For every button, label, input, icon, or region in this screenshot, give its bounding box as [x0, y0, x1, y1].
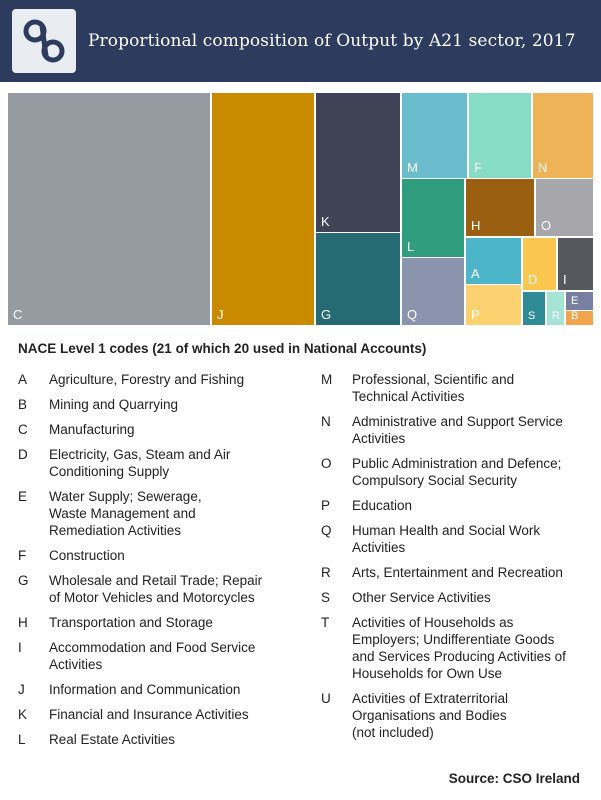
legend-description: Human Health and Social Work Activities: [352, 523, 541, 555]
legend-description: Manufacturing: [49, 422, 135, 437]
legend-item-b: [18, 396, 308, 413]
legend-code: L: [18, 732, 26, 747]
legend-item-j: [18, 681, 308, 698]
legend-description: Transportation and Storage: [49, 615, 213, 630]
treemap-label-m: M: [407, 160, 418, 175]
legend-item-n: [321, 413, 596, 447]
legend-code: S: [321, 590, 331, 605]
treemap-cell-a: [466, 238, 521, 284]
legend-description: Mining and Quarrying: [49, 397, 179, 412]
legend-code: D: [18, 447, 28, 462]
legend-code: E: [18, 489, 28, 504]
legend-column-right: [321, 371, 596, 749]
treemap-label-h: H: [471, 218, 481, 233]
legend-code: H: [18, 615, 28, 630]
treemap-cell-c: [8, 93, 210, 325]
legend-code: K: [18, 707, 28, 722]
legend-description: Water Supply; Sewerage, Waste Management and Remediation Activities: [49, 489, 202, 538]
legend-item-c: [18, 421, 308, 438]
legend-description: Activities of Extraterritorial Organisations and Bodies (not included): [352, 691, 509, 740]
legend-description: Financial and Insurance Activities: [49, 707, 249, 722]
legend-item-a: [18, 371, 308, 388]
treemap-label-g: G: [321, 307, 332, 322]
legend-item-d: [18, 446, 308, 480]
treemap-cell-g: [316, 233, 400, 325]
legend-item-s: [321, 589, 596, 606]
legend-column-left: [18, 371, 308, 756]
treemap-label-c: C: [13, 307, 23, 322]
treemap-label-f: F: [474, 160, 482, 175]
legend-item-p: [321, 497, 596, 514]
treemap-cell-f: [469, 93, 531, 178]
legend-code: C: [18, 422, 28, 437]
legend-item-o: [321, 455, 596, 489]
legend-item-h: [18, 614, 308, 631]
treemap-label-s: S: [528, 310, 536, 322]
legend-description: Information and Communication: [49, 682, 241, 697]
legend-title: NACE Level 1 codes (21 of which 20 used in National Accounts): [18, 341, 427, 356]
treemap-label-o: O: [541, 218, 552, 233]
legend-description: Electricity, Gas, Steam and Air Conditioning Supply: [49, 447, 231, 479]
treemap-cell-s: [523, 292, 545, 325]
treemap-label-q: Q: [407, 307, 418, 322]
header-banner: [0, 0, 601, 82]
treemap-label-e: E: [571, 295, 579, 307]
treemap-rect-k: [316, 93, 400, 232]
treemap-chart: [0, 88, 601, 328]
legend-description: Public Administration and Defence; Compulsory Social Security: [352, 456, 562, 488]
legend-code: Q: [321, 523, 332, 538]
treemap-cell-d: [523, 238, 556, 290]
treemap-label-r: R: [552, 310, 560, 322]
legend-code: B: [18, 397, 28, 412]
legend-description: Construction: [49, 548, 125, 563]
legend-code: T: [321, 615, 330, 630]
treemap-cell-l: [402, 179, 464, 257]
treemap-cell-m: [402, 93, 467, 178]
legend-item-e: [18, 488, 308, 539]
legend-description: Wholesale and Retail Trade; Repair of Motor Vehicles and Motorcycles: [49, 573, 263, 605]
legend-description: Professional, Scientific and Technical Activities: [352, 372, 515, 404]
legend-item-k: [18, 706, 308, 723]
legend-description: Activities of Households as Employers; Undifferentiate Goods and Services Producing Activities of Households for Own Use: [352, 615, 566, 681]
legend-code: N: [321, 414, 331, 429]
treemap-cell-o: [536, 179, 593, 236]
treemap-label-p: P: [471, 307, 480, 322]
legend-item-r: [321, 564, 596, 581]
legend-code: A: [18, 372, 28, 387]
legend-item-q: [321, 522, 596, 556]
legend-item-l: [18, 731, 308, 748]
legend-code: R: [321, 565, 331, 580]
treemap-cell-h: [466, 179, 534, 236]
legend-code: P: [321, 498, 331, 513]
legend-code: O: [321, 456, 332, 471]
legend-item-u: [321, 690, 596, 741]
legend-item-g: [18, 572, 308, 606]
treemap-cell-p: [466, 285, 521, 325]
treemap-cell-e: [566, 292, 593, 310]
treemap-cell-b: [566, 310, 593, 325]
legend-code: U: [321, 691, 331, 706]
treemap-cell-r: [547, 292, 564, 325]
treemap-cell-n: [533, 93, 593, 178]
legend-description: Accommodation and Food Service Activities: [49, 640, 256, 672]
treemap-label-i: I: [563, 272, 567, 287]
legend-code: G: [18, 573, 29, 588]
legend-description: Other Service Activities: [352, 590, 491, 605]
treemap-label-j: J: [217, 307, 224, 322]
treemap-label-d: D: [528, 272, 538, 287]
legend-item-i: [18, 639, 308, 673]
treemap-cell-q: [402, 258, 464, 325]
legend-item-f: [18, 547, 308, 564]
legend-description: Agriculture, Forestry and Fishing: [49, 372, 245, 387]
treemap-label-l: L: [407, 239, 415, 254]
legend-item-m: [321, 371, 596, 405]
legend-code: F: [18, 548, 27, 563]
chart-title: Proportional composition of Output by A21 sector, 2017: [88, 31, 576, 51]
legend-description: Education: [352, 498, 413, 513]
treemap-rect-j: [212, 93, 314, 325]
legend-description: Arts, Entertainment and Recreation: [352, 565, 563, 580]
treemap-label-b: B: [571, 310, 579, 322]
legend-item-t: [321, 614, 596, 682]
legend-code: J: [18, 682, 25, 697]
cso-logo-icon: [12, 9, 76, 73]
treemap-label-a: A: [471, 266, 480, 281]
treemap-label-k: K: [321, 214, 330, 229]
treemap-cell-i: [558, 238, 593, 290]
legend-description: Real Estate Activities: [49, 732, 176, 747]
source-note: Source: CSO Ireland: [448, 771, 580, 786]
treemap-label-n: N: [538, 160, 548, 175]
legend-code: M: [321, 372, 333, 387]
treemap-cell-j: [212, 93, 314, 325]
legend-code: I: [18, 640, 22, 655]
treemap-rect-c: [8, 93, 210, 325]
legend-description: Administrative and Support Service Activities: [352, 414, 563, 446]
treemap-cell-k: [316, 93, 400, 232]
